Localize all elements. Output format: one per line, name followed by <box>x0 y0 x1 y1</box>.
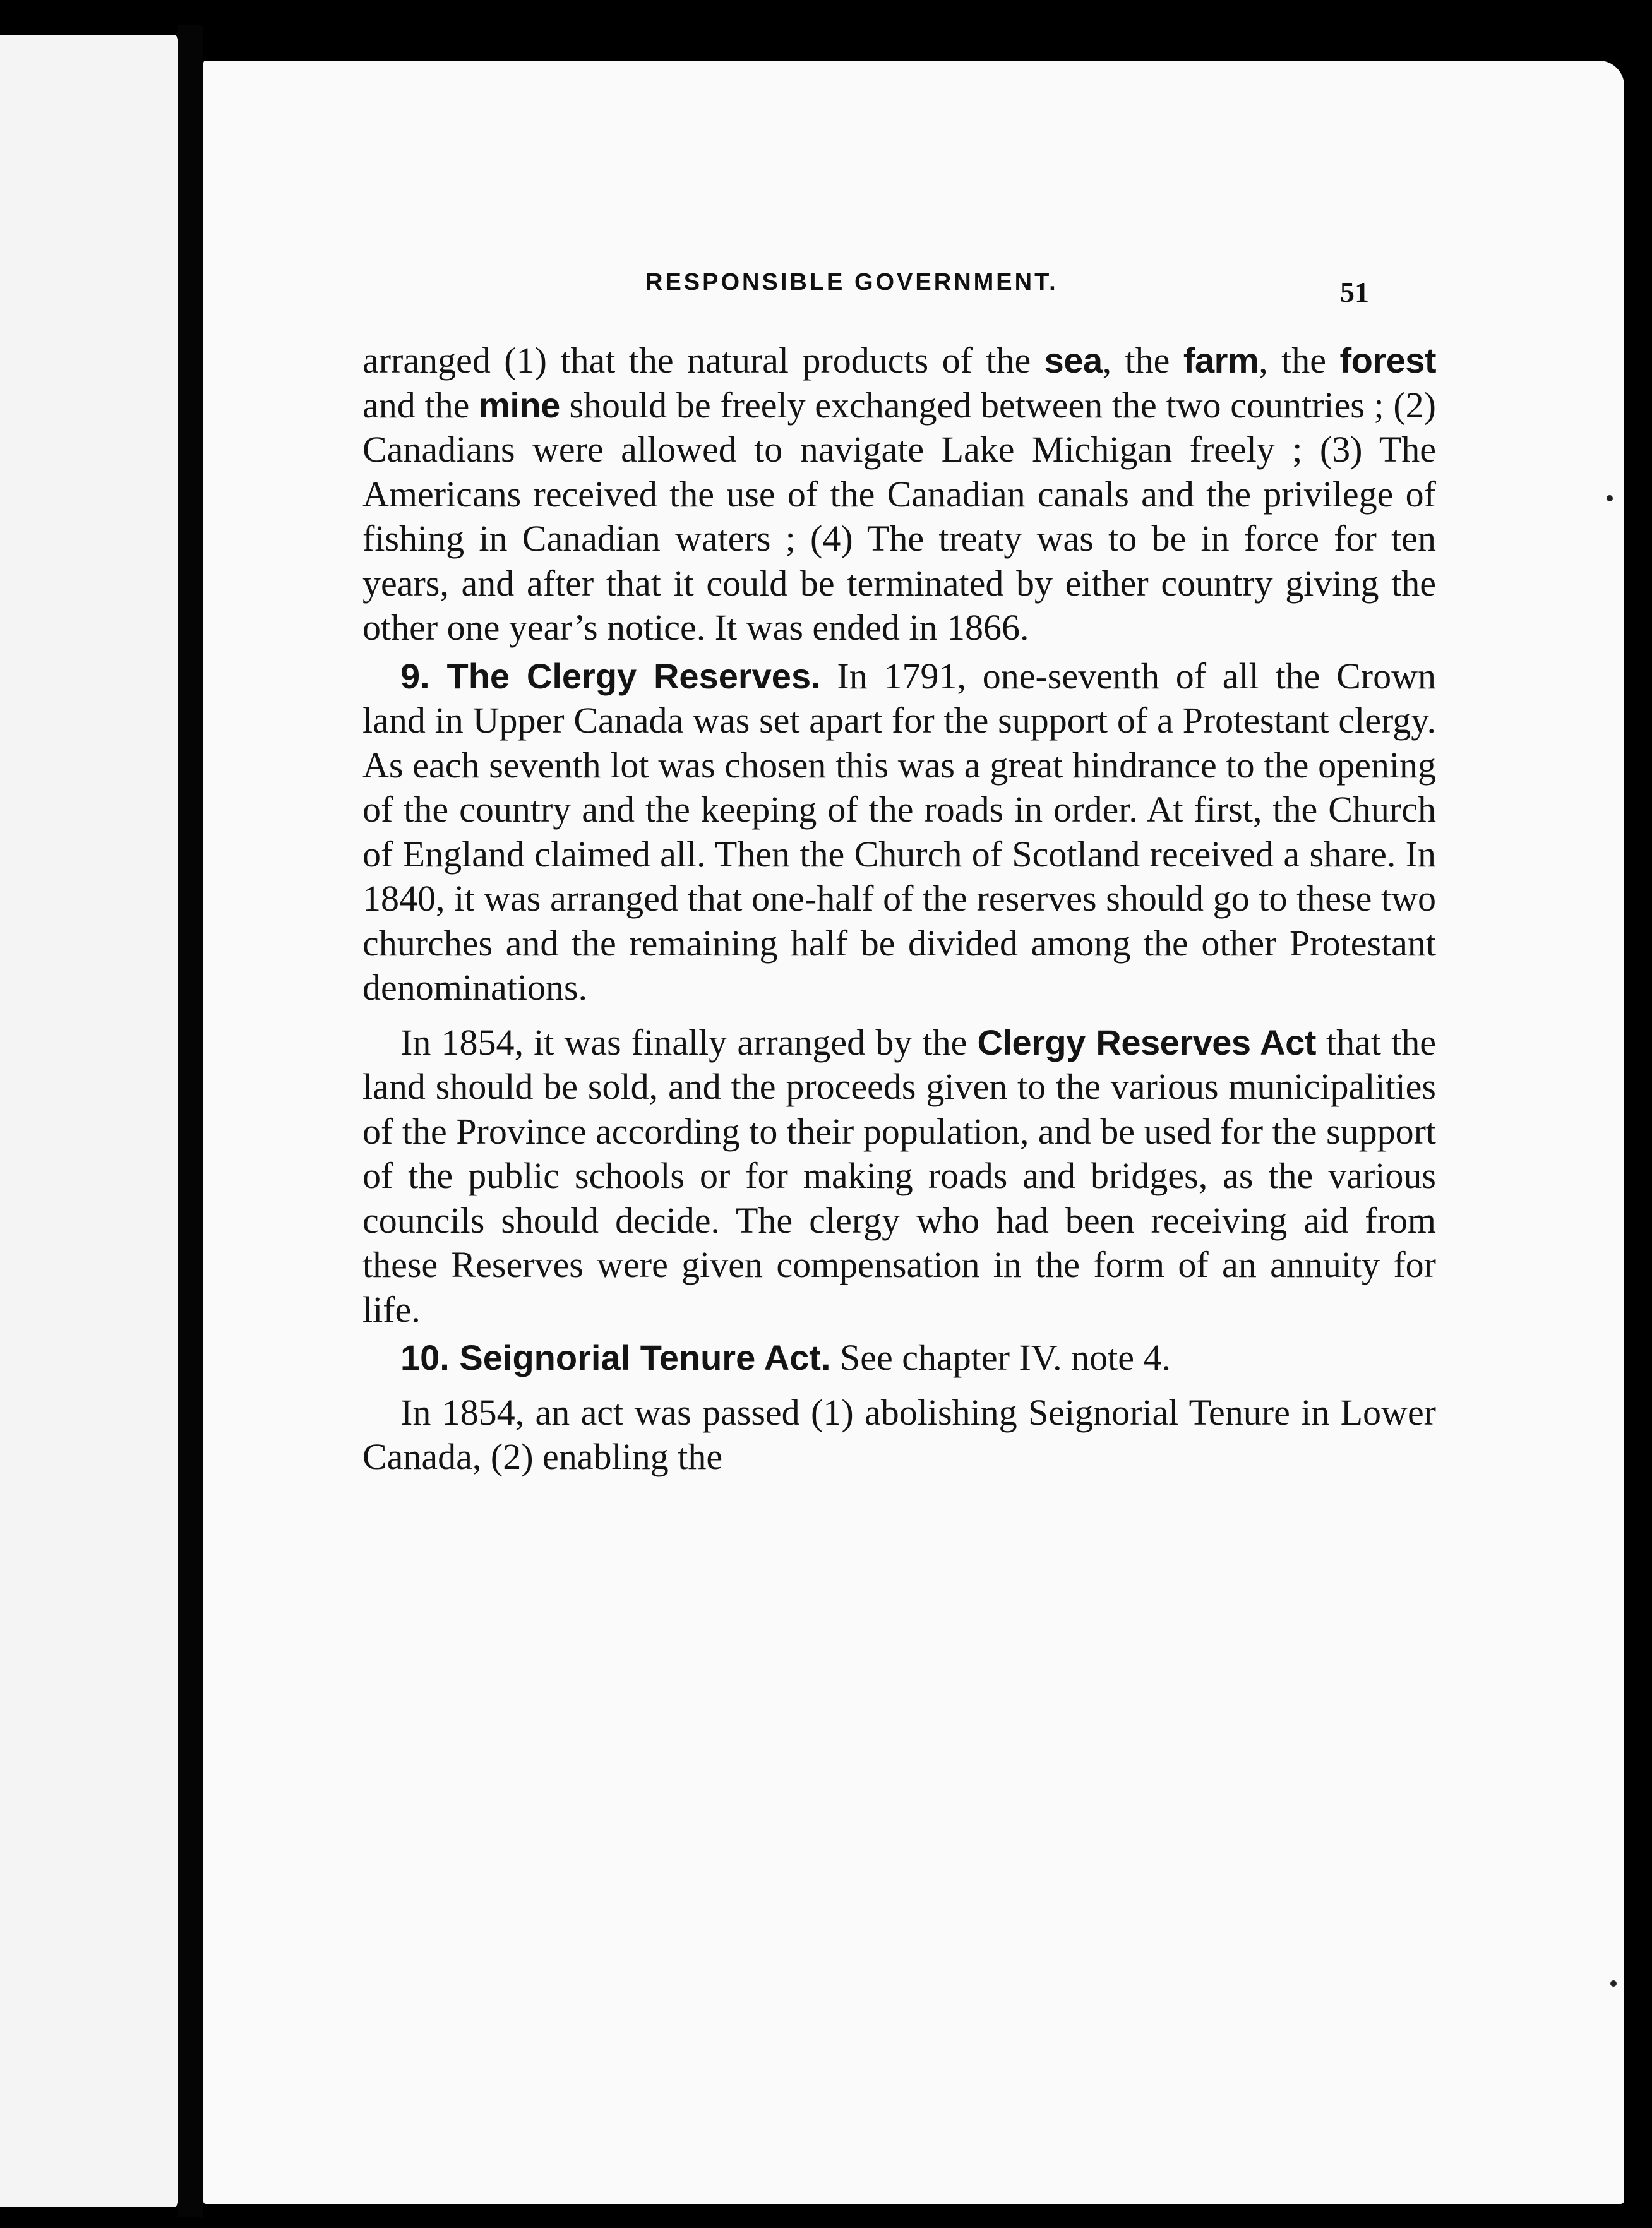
page-number: 51 <box>1340 276 1369 308</box>
body-text <box>362 338 1436 1480</box>
paper-speck <box>1607 495 1613 501</box>
section-heading-clergy-reserves: 9. The Clergy Reserves. <box>400 656 821 696</box>
section-heading-seignorial-tenure: 10. Seignorial Tenure Act. <box>400 1338 831 1377</box>
paragraph-seignorial-act: In 1854, an act was passed (1) abolishing Seignorial Tenure in Lower Canada, (2) enabling the <box>362 1391 1436 1477</box>
book-page <box>203 61 1624 2204</box>
keyword-clergy-reserves-act: Clergy Reserves Act <box>977 1022 1316 1062</box>
paragraph-seignorial-tenure: 10. Seignorial Tenure Act. See chapter IV. note 4. <box>400 1337 1171 1378</box>
paragraph-clergy-reserves: 9. The Clergy Reserves. In 1791, one-seventh of all the Crown land in Upper Canada was set apart for the support of a Protestant clergy. As each seventh lot was chosen this was a great hindrance to the opening of the country and the keeping of the roads in order. At first, the Church of England claimed all. Then the Church of Scotland received a share. In 1840, it was arranged that one-half of the reserves should go to these two churches and the remaining half be divided among the other Protestant denominations. <box>362 655 1437 1008</box>
paragraph-clergy-reserves-act: In 1854, it was finally arranged by the Clergy Reserves Act that the land should be sold, and the proceeds given to the various municipalities of the Province according to their population, and be used for the support of the public schools or for making roads and bridges, as the various councils should decide. The clergy who had been receiving aid from these Reserves were given compensation in the form of an annuity for life. <box>362 1021 1436 1330</box>
running-head: RESPONSIBLE GOVERNMENT. <box>645 269 1058 296</box>
paragraph-treaty: arranged (1) that the natural products of the sea, the farm, the forest and the mine should be freely exchanged between the two countries ; (2) Canadians were allowed to navigate Lake Michigan freely ; (3) The Americans received the use of the Canadian canals and the privilege of fishing in Canadian waters ; (4) The treaty was to be in force for ten years, and after that it could be terminated by either country giving the other one year’s notice. It was ended in 1866. <box>362 340 1437 648</box>
left-page-edge <box>0 35 178 2207</box>
keyword-mine: mine <box>479 385 560 425</box>
book-spine <box>178 25 203 2217</box>
keyword-sea: sea <box>1044 340 1103 380</box>
keyword-forest: forest <box>1339 340 1437 380</box>
paper-speck <box>1610 1980 1617 1987</box>
keyword-farm: farm <box>1183 340 1259 380</box>
